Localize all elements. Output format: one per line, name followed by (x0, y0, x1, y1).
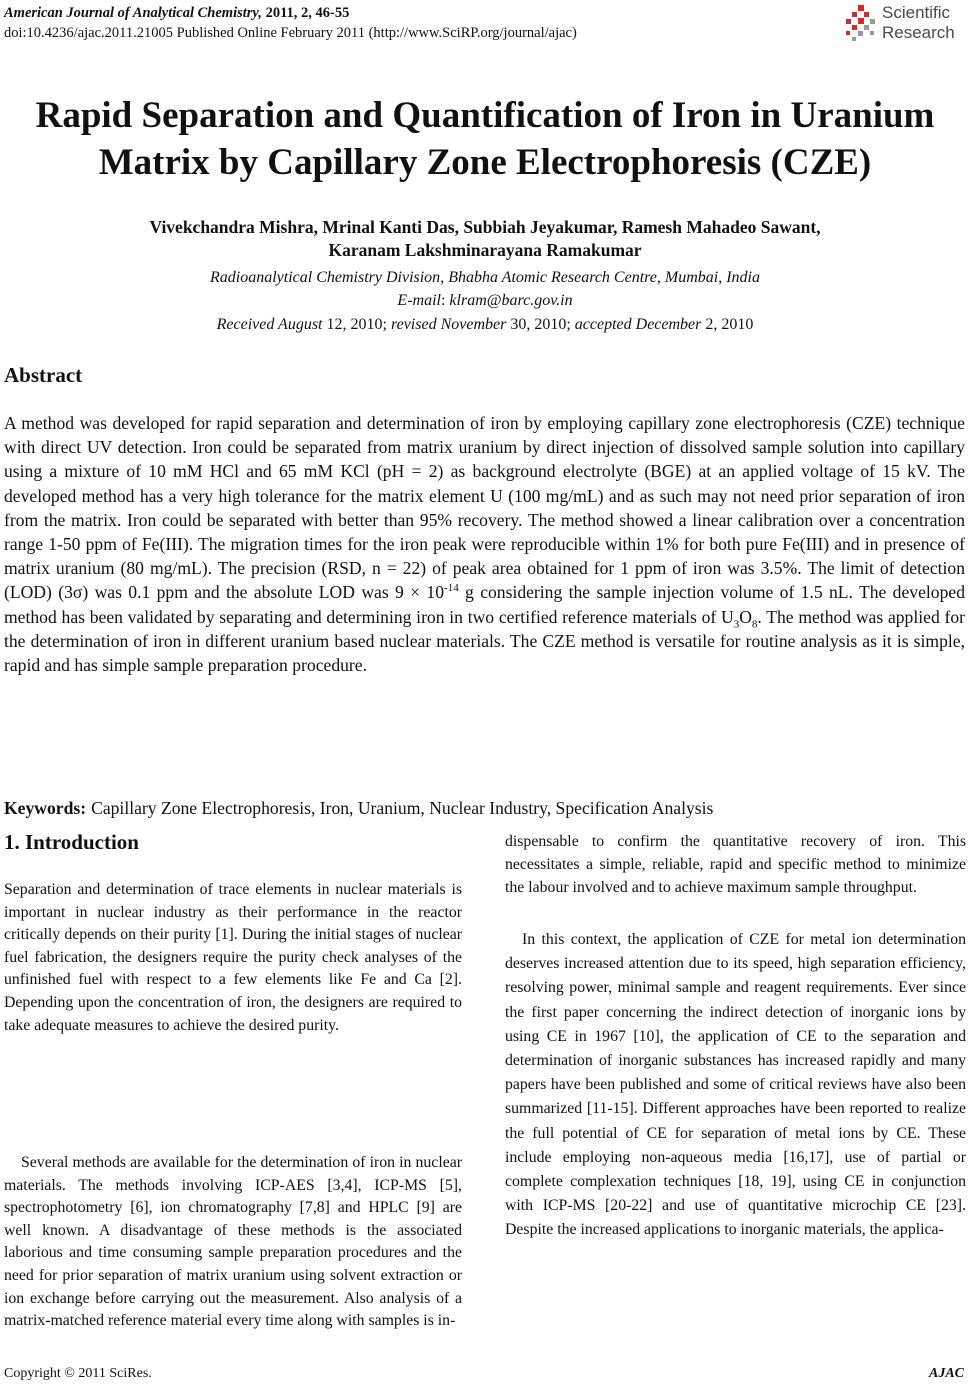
affiliation-institute: Bhabha Atomic Research Centre (448, 269, 657, 286)
logo-line1: Scientific (882, 3, 951, 22)
abstract-part1: A method was developed for rapid separation and determination of iron by employing capillary zone electrophoresis (CZE) technique with direct UV detection. Iron could be separated from matrix uranium by direct injection of dissolved sample solution into capillary using a mixture of 10 mM HCl and 65 mM KCl (pH = 2) as background electrolyte (BGE) at an applied voltage of 15 kV. The developed method has a very high tolerance for the matrix element U (100 mg/mL) and as such may not need prior separation of iron from the matrix. Iron could be separated with better than 95% recovery. The method showed a linear calibration over a concentration range 1-50 ppm of Fe(III). The migration times for the iron peak were reproducible within 1% for both pure Fe(III) and in presence of matrix uranium (80 mg/mL). The precision (RSD, n = 22) of peak area obtained for 1 ppm of iron was 3.5%. The limit of detection (LOD) (3σ) was 0.1 ppm and the absolute LOD was 9 × 10 (4, 413, 965, 603)
journal-header (4, 4, 349, 22)
corresponding-email: E-mail: klram@barc.gov.in (397, 292, 573, 309)
doi-line: doi:10.4236/ajac.2011.21005 Published Online February 2011 (http://www.SciRP.org/journal/ajac) (4, 25, 577, 41)
received-label: Received August (216, 316, 323, 333)
intro-left-paragraph-1 (4, 879, 462, 1037)
keywords-text: Capillary Zone Electrophoresis, Iron, Uranium, Nuclear Industry, Specification Analysis (91, 798, 714, 818)
copyright: Copyright © 2011 SciRes. (4, 1366, 152, 1381)
abstract-subscript-3: 3 (733, 618, 740, 631)
affiliation: Radioanalytical Chemistry Division, Bhabha Atomic Research Centre, Mumbai, India (209, 269, 760, 286)
paragraph: In this context, the application of CZE for metal ion determination deserves increased attention due to its speed, high separation efficiency, resolving power, minimal sample and reagent requirements. Ever since the first paper concerning the indirect detection of inorganic ions by using CE in 1967 [10], the application of CE to the separation and determination of inorganic substances has increased rapidly and many papers have been published and some of critical reviews have also been summarized [11-15]. Different approaches have been reported to realize the full potential of CE for separation of metal ions by CE. These include employing non-aqueous media [16,17], use of partial or complete complexation techniques [18, 19], using CE in conjunction with ICP-MS [20-22] and use of quantitative microchip CE [23]. Despite the increased applications to inorganic materials, the applica- (505, 931, 966, 1239)
revised-date: 30, 2010; (510, 316, 571, 333)
title-line2: Matrix by Capillary Zone Electrophoresis (CZE) (98, 142, 872, 183)
intro-right-paragraph-1 (505, 831, 966, 899)
journal-issue: 2011, 2, 46-55 (265, 5, 350, 21)
publisher-logo (844, 2, 966, 44)
intro-left-paragraph-2 (4, 1152, 462, 1333)
title-line1: Rapid Separation and Quantification of Iron in Uranium (35, 95, 935, 136)
received-date: 12, 2010; (326, 316, 387, 333)
paragraph: dispensable to confirm the quantitative recovery of iron. This necessitates a simple, reliable, rapid and specific method to minimize the labour involved and to achieve maximum sample throughput. (505, 833, 966, 896)
keywords-label: Keywords: (4, 798, 87, 818)
abstract-exponent: -14 (444, 582, 459, 595)
paragraph: Several methods are available for the determination of iron in nuclear materials. The methods involving ICP-AES [3,4], ICP-MS [5], spectrophotometry [6], ion chromatography [7,8] and HPLC [9] are well known. A disadvantage of these methods is the associated laborious and time consuming sample preparation procedures and the need for prior separation of matrix uranium using solvent extraction or ion exchange before carrying out the measurement. Also analysis of a matrix-matched reference material every time along with samples is in- (4, 1154, 462, 1330)
publication-dates (0, 315, 970, 335)
abstract-part2: g considering the sample injection volume of 1.5 nL. The developed method has been validated by separating and determining iron in two certified reference materials of U (4, 582, 965, 627)
abstract-heading: Abstract (4, 363, 83, 387)
abstract-part3: . The method was applied for the determination of iron in different uranium based nuclear materials. The CZE method is versatile for routine analysis as it is simple, rapid and has simple sample preparation procedure. (4, 606, 965, 676)
abstract-body (4, 411, 965, 677)
affiliation-city: Mumbai (664, 269, 719, 286)
revised-label: revised November (390, 316, 507, 333)
email-label: E-mail (397, 292, 441, 309)
intro-right-paragraph-2 (505, 928, 966, 1243)
paper-title (0, 92, 970, 186)
journal-name: American Journal of Analytical Chemistry, (4, 5, 262, 21)
authors-line2: Karanam Lakshminarayana Ramakumar (328, 240, 642, 260)
author-list (0, 216, 970, 262)
journal-abbreviation: AJAC (928, 1366, 964, 1381)
accepted-date: 2, 2010 (705, 316, 754, 333)
scirp-diamond-dots-icon (844, 3, 880, 43)
affiliation-country: India (726, 269, 760, 286)
email-address[interactable]: klram@barc.gov.in (449, 292, 573, 309)
abstract-subscript-8: 8 (751, 618, 758, 631)
introduction-heading: 1. Introduction (4, 830, 139, 854)
logo-line2: Research (882, 23, 955, 42)
keywords (4, 797, 965, 819)
authors-line1: Vivekchandra Mishra, Mrinal Kanti Das, Subbiah Jeyakumar, Ramesh Mahadeo Sawant, (149, 217, 821, 237)
abstract-oxygen: O (739, 606, 752, 627)
paragraph: Separation and determination of trace elements in nuclear materials is important in nuclear industry as their performance in the reactor critically depends on their purity [1]. During the initial stages of nuclear fuel fabrication, the designers require the purity check analyses of the unfinished fuel with respect to a few elements like Fe and Ca [2]. Depending upon the concentration of iron, the designers are required to take adequate measures to achieve the desired purity. (4, 881, 462, 1034)
accepted-label: accepted December (574, 316, 702, 333)
affiliation-division: Radioanalytical Chemistry Division (209, 269, 441, 286)
